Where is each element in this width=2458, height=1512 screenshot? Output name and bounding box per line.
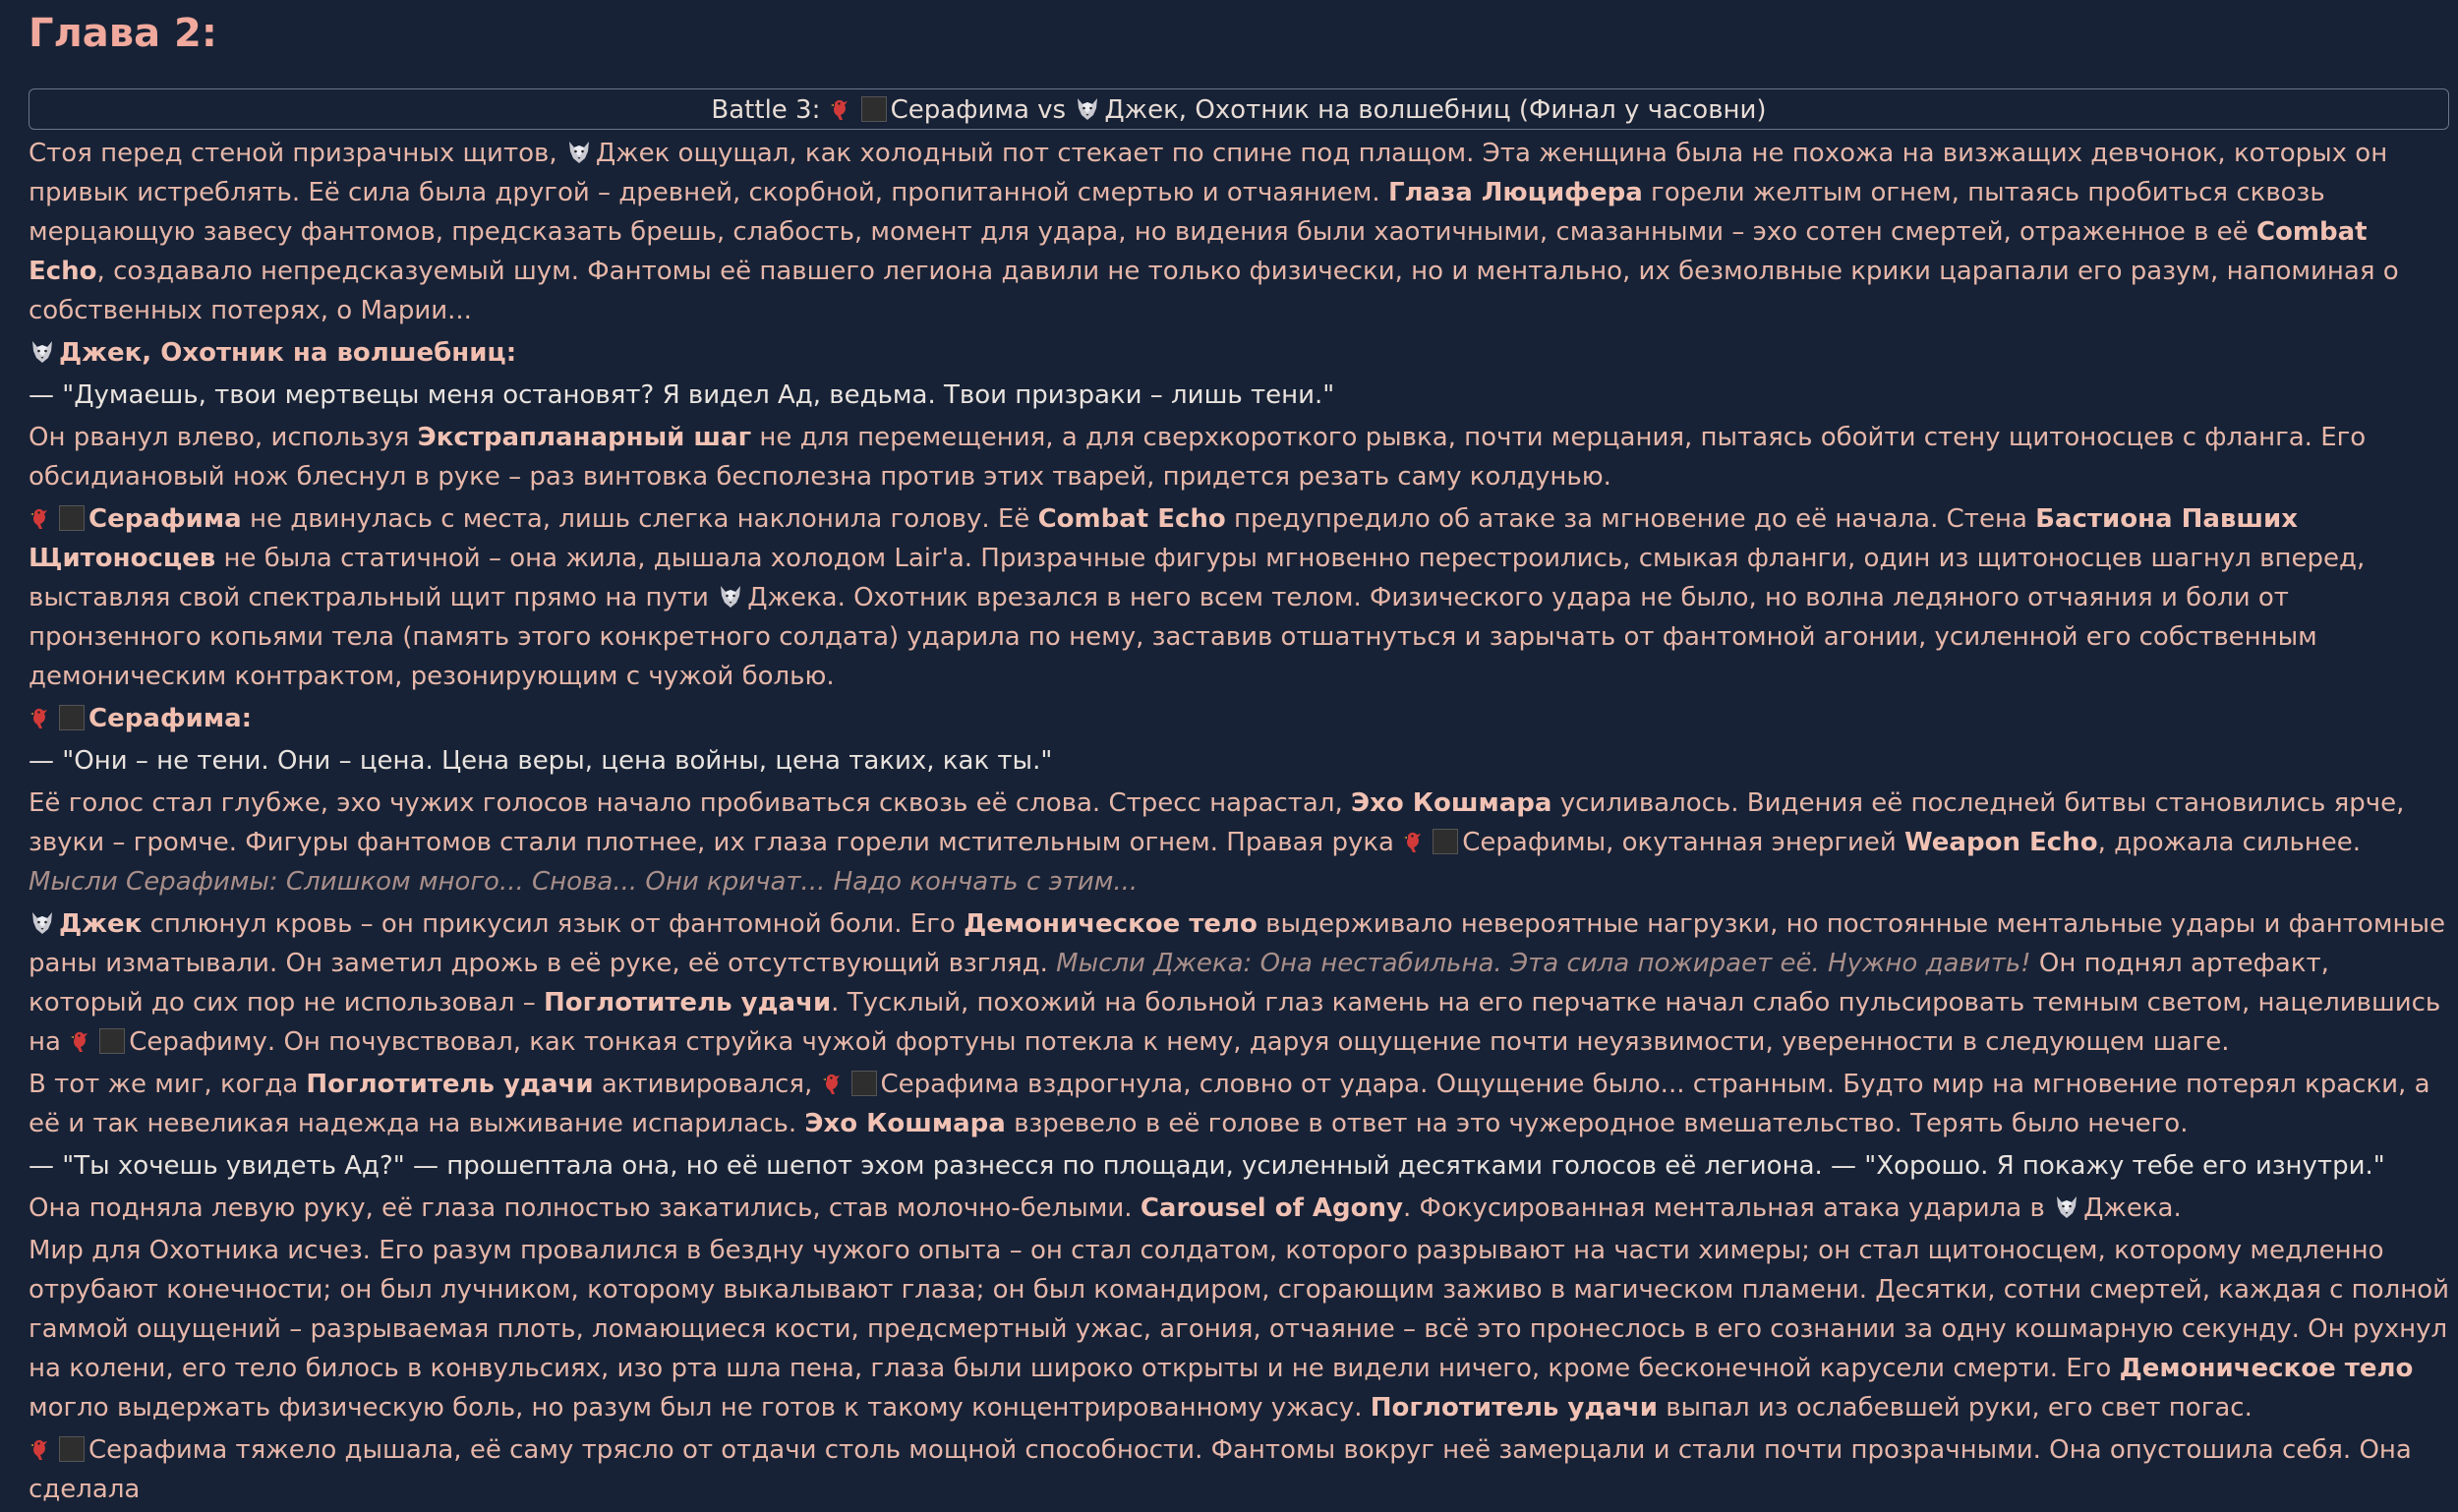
text-span: усиливалось. Видения её последней битвы становились ярче, звуки – громче. Фигуры фантомов стали плотнее, их глаза горели мстительным огнем. Правая рука (29, 788, 2405, 857)
bird-icon (29, 1435, 56, 1463)
black-square-icon (851, 1071, 877, 1096)
text-span: предупредило об атаке за мгновение до её начала. Стена (1234, 504, 2027, 534)
text-span: не двинулась с места, лишь слегка наклонила голову. Её (249, 504, 1030, 534)
bold-term: Поглотитель удачи (543, 988, 832, 1018)
text-span: Джек ощущал, как холодный пот стекает по спине под плащом. Эта женщина была не похожа на визжащих девчонок, которых он привык истреблять. Её сила была другой – древней, скорбной, пропитанной смертью и отчаянием. (29, 139, 2388, 207)
battle-fighter2: Джек, Охотник на волшебниц (Финал у часовни) (1104, 95, 1767, 125)
text-span: выпал из ослабевшей руки, его свет погас. (1666, 1393, 2253, 1423)
story-paragraph (29, 1231, 2449, 1427)
bird-icon (69, 1027, 96, 1055)
speaker-line (29, 699, 2449, 738)
wolf-icon (29, 909, 56, 937)
bold-term: Combat Echo (1037, 504, 1226, 534)
text-span: Мир для Охотника исчез. Его разум провалился в бездну чужого опыта – он стал солдатом, которого разрывают на части химеры; он стал щитоносцем, которому медленно отрубают конечности; он был лучником, которому выкалывают глаза; он был командиром, сгорающим заживо в магическом пламени. Десятки, сотни смертей, каждая с полной гаммой ощущений – разрываемая плоть, ломающиеся кости, предсмертный ужас, агония, отчаяние – всё это пронеслось в его сознании за одну кошмарную секунду. Он рухнул на колени, его тело билось в конвульсиях, изо рта шла пена, глаза были широко открыты и не видели ничего, кроме бесконечной карусели смерти. Его (29, 1236, 2450, 1383)
text-span: Он поднял артефакт, который до сих пор не использовал – (29, 949, 2329, 1018)
bird-icon (29, 504, 56, 532)
text-span: . Фокусированная ментальная атака ударила в (1403, 1193, 2045, 1223)
message-content (29, 0, 2449, 1512)
bird-icon (29, 704, 56, 731)
black-square-icon (861, 96, 887, 122)
dialogue-text: — "Они – не тени. Они – цена. Цена веры, цена войны, цена таких, как ты." (29, 746, 1053, 776)
dialogue-line (29, 376, 2449, 415)
speaker-line (29, 333, 2449, 373)
text-span: , дрожала сильнее. (2097, 828, 2362, 857)
bold-term: Демоническое тело (2119, 1354, 2414, 1383)
wolf-icon (565, 139, 593, 166)
text-span: взревело в её голове в ответ на это чужеродное вмешательство. Терять было нечего. (1014, 1109, 2189, 1138)
bold-term: Поглотитель удачи (1370, 1393, 1658, 1423)
black-square-icon (59, 1436, 85, 1462)
wolf-icon (2053, 1193, 2080, 1221)
text-span: Серафиму. Он почувствовал, как тонкая струйка чужой фортуны потекла к нему, даруя ощущение почти неуязвимости, уверенности в следующем шаге. (129, 1027, 2230, 1057)
text-span: Джека. (2083, 1193, 2182, 1223)
bold-term: Weapon Echo (1904, 828, 2098, 857)
dialogue-line (29, 741, 2449, 781)
text-span: могло выдержать физическую боль, но разум был не готов к такому концентрированному ужасу. (29, 1393, 1363, 1423)
bold-term: Бастиона Павших Щитоносцев (29, 504, 2298, 573)
dialogue-line (29, 1146, 2449, 1186)
speaker-name: Джек, Охотник на волшебниц: (59, 338, 517, 368)
black-square-icon (59, 705, 85, 730)
story-paragraph (29, 904, 2449, 1062)
text-span: В тот же миг, когда (29, 1070, 299, 1099)
bold-term: Демоническое тело (964, 909, 1258, 939)
wolf-icon (29, 338, 56, 366)
battle-label: Battle 3: (711, 95, 821, 125)
text-span: Её голос стал глубже, эхо чужих голосов начало пробиваться сквозь её слова. Стресс нарастал, (29, 788, 1343, 818)
bold-term: Carousel of Agony (1140, 1193, 1403, 1223)
bold-term: Джек (59, 909, 143, 939)
story-paragraph (29, 1430, 2449, 1509)
chapter-title: Глава 2: (29, 11, 217, 56)
text-span: Серафима тяжело дышала, её саму трясло от отдачи столь мощной способности. Фантомы вокруг неё замерцали и стали почти прозрачными. Она опустошила себя. Она сделала (29, 1435, 2412, 1504)
wolf-icon (1074, 95, 1101, 123)
bird-icon (1402, 828, 1430, 855)
text-span: Стоя перед стеной призрачных щитов, (29, 139, 557, 168)
story-paragraph (29, 784, 2449, 901)
battle-vs: vs (1037, 95, 1067, 125)
text-span: . Тусклый, похожий на больной глаз камень на его перчатке начал слабо пульсировать темным светом, нацелившись на (29, 988, 2441, 1057)
story-paragraph (29, 499, 2449, 696)
text-span: выдерживало невероятные нагрузки, но постоянные ментальные удары и фантомные раны изматывали. Он заметил дрожь в её руке, её отсутствующий взгляд. (29, 909, 2445, 978)
bold-term: Эхо Кошмара (804, 1109, 1006, 1138)
battle-header (29, 88, 2449, 130)
dialogue-text: — "Ты хочешь увидеть Ад?" — прошептала она, но её шепот эхом разнесся по площади, усиленный десятками голосов её легиона. — "Хорошо. Я покажу тебе его изнутри." (29, 1151, 2385, 1181)
bold-term: Эхо Кошмара (1351, 788, 1552, 818)
bird-icon (821, 1070, 849, 1097)
text-span: Она подняла левую руку, её глаза полностью закатились, став молочно-белыми. (29, 1193, 1133, 1223)
text-span: сплюнул кровь – он прикусил язык от фантомной боли. Его (149, 909, 956, 939)
black-square-icon (1433, 829, 1458, 854)
wolf-icon (717, 583, 744, 611)
bold-term: Combat Echo (29, 217, 2368, 286)
text-span: , создавало непредсказуемый шум. Фантомы её павшего легиона давили не только физически, но и ментально, их безмолвные крики царапали его разум, напоминая о собственных потерях, о Марии... (29, 257, 2399, 325)
text-span: активировался, (601, 1070, 813, 1099)
text-span: Серафима вздрогнула, словно от удара. Ощущение было... странным. Будто мир на мгновение потерял краски, а её и так невеликая надежда на выживание испарилась. (29, 1070, 2430, 1138)
bird-icon (829, 95, 856, 123)
bold-term: Экстрапланарный шаг (417, 423, 752, 452)
story-paragraph (29, 134, 2449, 330)
black-square-icon (99, 1028, 125, 1054)
bold-term: Поглотитель удачи (306, 1070, 594, 1099)
italic-thought: Мысли Джека: Она нестабильна. Эта сила пожирает её. Нужно давить! (1056, 949, 2031, 978)
text-span: Он рванул влево, используя (29, 423, 410, 452)
text-span: не для перемещения, а для сверхкороткого рывка, почти мерцания, пытаясь обойти стену щитоносцев с фланга. Его обсидиановый нож блеснул в руке – раз винтовка бесполезна против этих тварей, придется резать саму колдунью. (29, 423, 2367, 492)
bold-term: Глаза Люцифера (1387, 178, 1643, 207)
story-paragraph (29, 1065, 2449, 1143)
text-span: горели желтым огнем, пытаясь пробиться сквозь мерцающую завесу фантомов, предсказать брешь, слабость, момент для удара, но видения были хаотичными, смазанными – эхо сотен смертей, отраженное в её (29, 178, 2325, 247)
black-square-icon (59, 505, 85, 531)
battle-fighter1: Серафима (890, 95, 1029, 125)
dialogue-text: — "Думаешь, твои мертвецы меня остановят? Я видел Ад, ведьма. Твои призраки – лишь тени." (29, 380, 1335, 410)
text-span: Джека. Охотник врезался в него всем телом. Физического удара не было, но волна ледяного отчаяния и боли от пронзенного копьями тела (память этого конкретного солдата) ударила по нему, заставив отшатнуться и зарычать от фантомной агонии, усиленной его собственным демоническим контрактом, резонирующим с чужой болью. (29, 583, 2317, 691)
story-paragraph (29, 418, 2449, 496)
text-span: не была статичной – она жила, дышала холодом Lair'а. Призрачные фигуры мгновенно перестроились, смыкая фланги, один из щитоносцев шагнул вперед, выставляя свой спектральный щит прямо на пути (29, 544, 2366, 612)
text-span: Серафимы, окутанная энергией (1462, 828, 1897, 857)
story-paragraph (29, 1189, 2449, 1228)
italic-thought: Мысли Серафимы: Слишком много... Снова... Они кричат... Надо кончать с этим... (29, 867, 1139, 897)
speaker-name: Серафима: (88, 704, 253, 733)
bold-term: Серафима (88, 504, 242, 534)
